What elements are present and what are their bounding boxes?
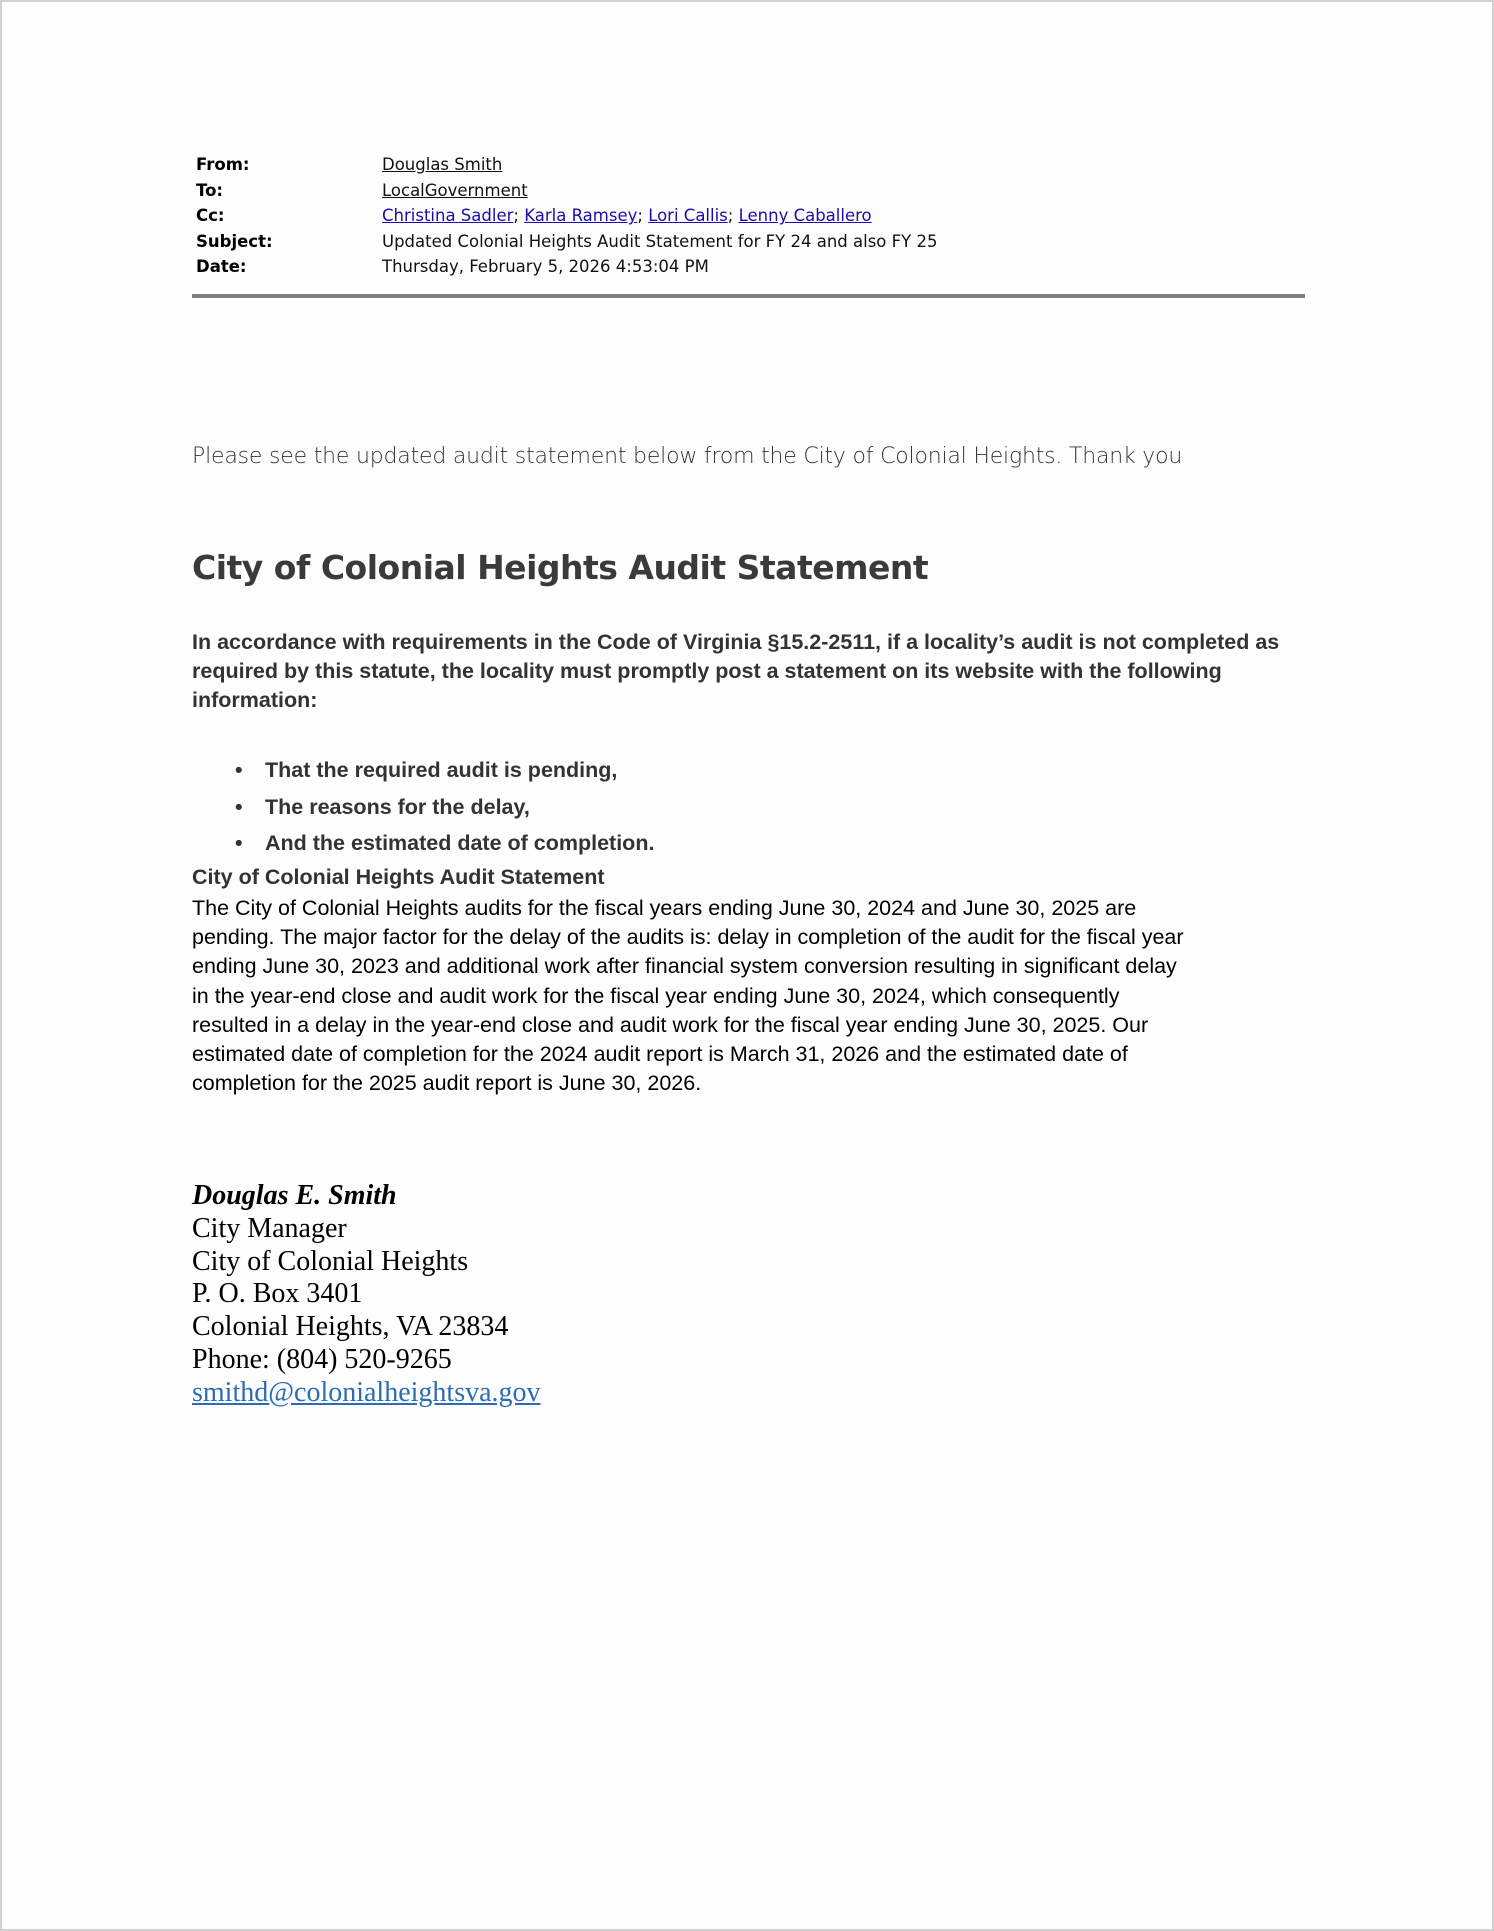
signature-org: City of Colonial Heights bbox=[192, 1245, 469, 1277]
date-value: Thursday, February 5, 2026 4:53:04 PM bbox=[382, 257, 709, 277]
signature-name: Douglas E. Smith bbox=[192, 1180, 397, 1211]
date-row bbox=[196, 254, 937, 280]
list-item-text: The reasons for the delay, bbox=[265, 794, 530, 819]
separator: ; bbox=[513, 206, 525, 226]
cc-link[interactable]: Lori Callis bbox=[648, 206, 728, 226]
statement-title: City of Colonial Heights Audit Statement bbox=[192, 548, 929, 587]
cc-link[interactable]: Karla Ramsey bbox=[524, 206, 638, 226]
subject-value: Updated Colonial Heights Audit Statement for FY 24 and also FY 25 bbox=[382, 231, 938, 251]
bullet-icon: • bbox=[235, 794, 243, 819]
cc-link[interactable]: Lenny Caballero bbox=[738, 206, 872, 226]
signature-email-link[interactable]: smithd@colonialheightsva.gov bbox=[192, 1376, 541, 1408]
lead-paragraph: In accordance with requirements in the Code of Virginia §15.2-2511, if a locality’s audit is not completed as required by this statute, the locality must promptly post a statement on its website with the following information: bbox=[192, 630, 1280, 712]
list-item bbox=[235, 758, 654, 795]
intro-text: Please see the updated audit statement below from the City of Colonial Heights. Thank you bbox=[192, 444, 1183, 469]
list-item bbox=[235, 831, 654, 868]
separator: ; bbox=[637, 206, 649, 226]
to-row bbox=[196, 178, 937, 204]
bullet-icon: • bbox=[235, 758, 243, 782]
statement-body: The City of Colonial Heights audits for the fiscal years ending June 30, 2024 and June 30, 2025 are pending. The major factor for the delay of the audits is: delay in completion of the audit for the fiscal year ending June 30, 2023 and additional work after financial system conversion resulting in significant delay in the year-end close and audit work for the fiscal year ending June 30, 2024, which consequently resulted in a delay in the year-end close and audit work for the fiscal year ending June 30, 2025. Our estimated date of completion for the 2024 audit report is March 31, 2026 and the estimated date of completion for the 2025 audit report is June 30, 2026. bbox=[192, 896, 1184, 1096]
to-label: To: bbox=[196, 180, 223, 200]
cc-list bbox=[382, 203, 872, 229]
signature-phone: Phone: (804) 520-9265 bbox=[192, 1343, 452, 1375]
list-item-text: And the estimated date of completion. bbox=[265, 831, 655, 855]
bullet-icon: • bbox=[235, 831, 243, 855]
subject-row bbox=[196, 229, 937, 255]
list-item bbox=[235, 795, 654, 832]
signature-block bbox=[192, 1180, 541, 1410]
requirements-list bbox=[235, 758, 654, 868]
signature-address-2: Colonial Heights, VA 23834 bbox=[192, 1311, 509, 1343]
signature-title: City Manager bbox=[192, 1212, 347, 1244]
cc-label: Cc: bbox=[196, 206, 225, 226]
cc-link[interactable]: Christina Sadler bbox=[382, 206, 514, 226]
from-row bbox=[196, 152, 937, 178]
date-label: Date: bbox=[196, 257, 247, 277]
header-divider bbox=[192, 294, 1305, 298]
list-item-text: That the required audit is pending, bbox=[265, 758, 618, 782]
separator: ; bbox=[727, 206, 739, 226]
from-link[interactable]: Douglas Smith bbox=[382, 155, 503, 174]
email-header bbox=[196, 152, 937, 280]
statement-subheading: City of Colonial Heights Audit Statement bbox=[192, 865, 605, 889]
signature-address-1: P. O. Box 3401 bbox=[192, 1278, 363, 1310]
to-link[interactable]: LocalGovernment bbox=[382, 180, 528, 200]
subject-label: Subject: bbox=[196, 231, 273, 251]
from-label: From: bbox=[196, 155, 250, 174]
cc-row bbox=[196, 203, 937, 229]
